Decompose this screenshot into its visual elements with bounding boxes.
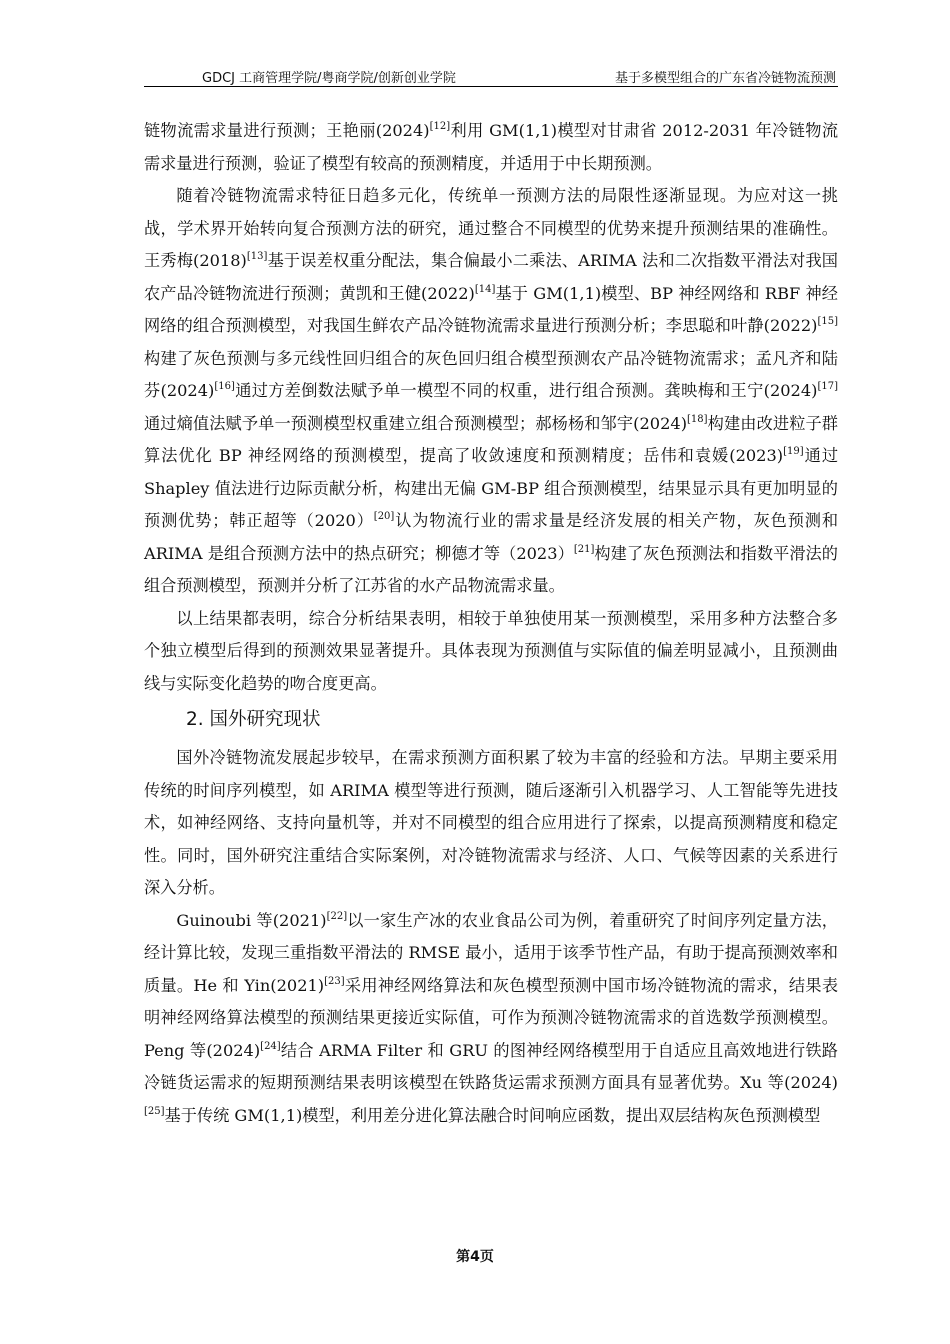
text-run: 以一家生产冰的农业食品公司为例，着重研究了时间序列定量方法，经计算比较，发现三重指数平滑法的 RMSE 最小，适用于该季节性产品，有助于提高预测效率和质量。He 和 Yin(2021)	[144, 910, 838, 995]
text-run: 基于误差权重分配法，集合偏最小二乘法、ARIMA 法和二次指数平滑法对我国农产品冷链物流进行预测；黄凯和王健(2022)	[144, 251, 838, 303]
text-run: 认为物流行业的需求量是经济发展的相关产物，灰色预测和 ARIMA 是组合预测方法中的热点研究；柳德才等（2023）	[144, 511, 839, 563]
paragraph	[144, 115, 838, 180]
citation-marker: [15]	[817, 316, 838, 327]
citation-marker: [12]	[429, 121, 451, 132]
body-text	[144, 115, 838, 1132]
text-run: 通过方差倒数法赋予单一模型不同的权重，进行组合预测。龚映梅和王宁(2024)	[234, 381, 818, 400]
paragraph	[144, 603, 838, 701]
text-run: 构建了灰色预测与多元线性回归组合的灰色回归组合模型预测农产品冷链物流需求；孟凡齐和陆芬(2024)	[144, 348, 838, 400]
text-run: 通过 Shapley 值法进行边际贡献分析，构建出无偏 GM-BP 组合预测模型，结果显示具有更加明显的预测优势；韩正超等（2020）	[144, 446, 839, 530]
citation-marker: [14]	[474, 283, 496, 295]
citation-marker: [17]	[817, 381, 838, 392]
paragraph	[144, 180, 838, 603]
header-paper-title: 基于多模型组合的广东省冷链物流预测	[614, 71, 836, 86]
text-run: 构建由改进粒子群算法优化 BP 神经网络的预测模型，提高了收敛速度和预测精度；岳伟和袁媛(2023)	[144, 413, 838, 465]
text-run: 以上结果都表明，综合分析结果表明，相较于单独使用某一预测模型，采用多种方法整合多个独立模型后得到的预测效果显著提升。具体表现为预测值与实际值的偏差明显减小，且预测曲线与实际变化趋势的吻合度更高。	[144, 608, 838, 693]
text-run: 基于 GM(1,1)模型、BP 神经网络和 RBF 神经网络的组合预测模型，对我国生鲜农产品冷链物流需求量进行预测分析；李思聪和叶静(2022)	[144, 283, 838, 335]
citation-marker: [13]	[246, 251, 268, 262]
text-run: 国外冷链物流发展起步较早，在需求预测方面积累了较为丰富的经验和方法。早期主要采用传统的时间序列模型，如 ARIMA 模型等进行预测，随后逐渐引入机器学习、人工智能等先进技术，如神经网络、支持向量机等，并对不同模型的组合应用进行了探索，以提高预测精度和稳定性。同时，国外研究注重结合实际案例，对冷链物流需求与经济、人口、气候等因素的关系进行深入分析。	[144, 748, 838, 897]
page-header	[144, 62, 838, 87]
citation-marker: [16]	[214, 381, 235, 392]
text-run: 结合 ARMA Filter 和 GRU 的图神经网络模型用于自适应且高效地进行铁路冷链货运需求的短期预测结果表明该模型在铁路货运需求预测方面具有显著优势。Xu 等(2024)	[144, 1040, 838, 1092]
citation-marker: [18]	[687, 413, 708, 425]
text-run: 通过熵值法赋予单一预测模型权重建立组合预测模型；郝杨杨和邹宇(2024)	[144, 413, 688, 433]
text-run: 链物流需求量进行预测；王艳丽(2024)	[144, 121, 430, 140]
section-heading: 2. 国外研究现状	[186, 709, 321, 730]
citation-marker: [19]	[783, 446, 804, 457]
text-run: 采用神经网络算法和灰色模型预测中国市场冷链物流的需求，结果表明神经网络算法模型的预测结果更接近实际值，可作为预测冷链物流需求的首选数学预测模型。Peng 等(2024)	[144, 975, 839, 1060]
citation-marker: [24]	[260, 1040, 281, 1052]
citation-marker: [25]	[144, 1105, 165, 1117]
citation-marker: [23]	[324, 975, 345, 987]
paragraph	[144, 742, 838, 905]
text-run: 随着冷链物流需求特征日趋多元化，传统单一预测方法的局限性逐渐显现。为应对这一挑战，学术界开始转向复合预测方法的研究，通过整合不同模型的优势来提升预测结果的准确性。王秀梅(2018)	[144, 186, 838, 270]
text-run: 基于传统 GM(1,1)模型，利用差分进化算法融合时间响应函数，提出双层结构灰色预测模型	[164, 1105, 821, 1125]
citation-marker: [20]	[373, 511, 395, 522]
header-institution: GDCJ 工商管理学院/粤商学院/创新创业学院	[202, 71, 456, 86]
paragraph	[144, 905, 838, 1133]
text-run: 利用 GM(1,1)模型对甘肃省 2012-2031 年冷链物流需求量进行预测，验证了模型有较高的预测精度，并适用于中长期预测。	[144, 121, 839, 173]
citation-marker: [22]	[326, 910, 348, 922]
citation-marker: [21]	[573, 543, 595, 555]
text-run: 构建了灰色预测法和指数平滑法的组合预测模型，预测并分析了江苏省的水产品物流需求量。	[144, 543, 838, 595]
text-run: Guinoubi 等(2021)	[176, 910, 327, 930]
page-number: 第4页	[456, 1249, 494, 1265]
